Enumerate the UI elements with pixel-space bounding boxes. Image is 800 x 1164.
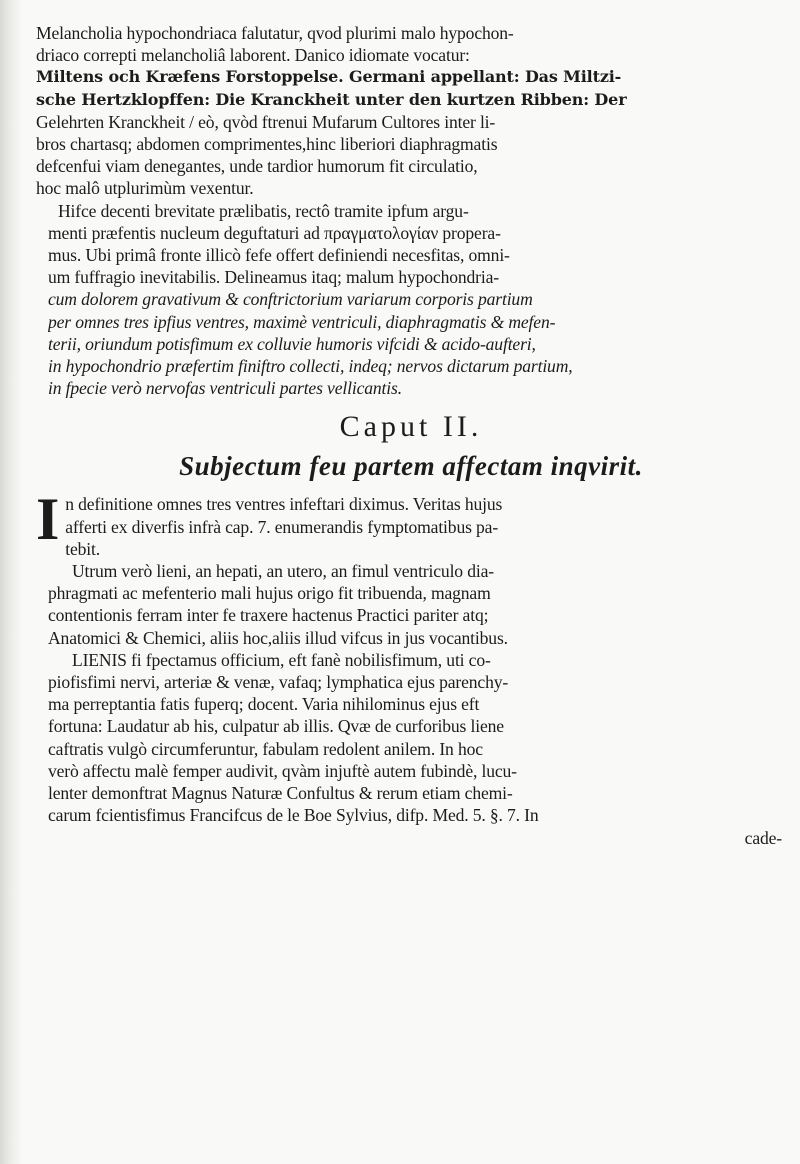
text-line: n definitione omnes tres ventres infeftari diximus. Veritas hujus [65, 494, 503, 515]
chapter-heading: Caput II. [339, 410, 483, 444]
text-line: terii, oriundum potisfimum ex colluvie humoris vifcidi & acido-aufteri, [48, 333, 536, 354]
catchword: cade- [744, 827, 782, 848]
text-line: Hifce decenti brevitate prælibatis, rectô tramite ipfum argu- [58, 200, 469, 221]
text-line: per omnes tres ipfius ventres, maximè ventriculi, diaphragmatis & mefen- [48, 311, 556, 332]
paragraph-utrum [36, 560, 786, 649]
chapter-subtitle: Subjectum feu partem affectam inqvirit. [179, 451, 643, 482]
text-line: in hypochondrio præfertim finiftro collecti, indeq; nervos dictarum partium, [48, 356, 573, 377]
text-line: bros chartasq; abdomen comprimentes,hinc liberiori diaphragmatis [36, 134, 498, 155]
text-line: defcenfui viam denegantes, unde tardior humorum fit circulatio, [36, 156, 478, 177]
paragraph-lienis [36, 649, 786, 827]
text-line: fortuna: Laudatur ab his, culpatur ab illis. Qvæ de curforibus liene [48, 716, 504, 737]
text-line: verò affectu malè femper audivit, qvàm injuftè autem fubindè, lucu- [48, 760, 517, 781]
text-line: driaco correpti melancholiâ laborent. Danico idiomate vocatur: [36, 45, 470, 66]
drop-cap: I [36, 486, 60, 553]
text-line: menti præfentis nucleum deguftaturi ad πραγματολογίαν propera- [48, 222, 501, 243]
text-line: hoc malô utplurimùm vexentur. [36, 178, 254, 199]
text-line: mus. Ubi primâ fronte illicò fefe offert definiendi necesfitas, omni- [48, 245, 510, 266]
text-line: Gelehrten Kranckheit / eò, qvòd ftrenui Mufarum Cultores inter li- [36, 111, 496, 132]
text-line: tebit. [65, 538, 100, 559]
text-line: caftratis vulgò circumferuntur, fabulam redolent anilem. In hoc [48, 738, 483, 759]
page-text [36, 22, 786, 849]
text-line: afferti ex diverfis infrà cap. 7. enumerandis fymptomatibus pa- [65, 516, 499, 537]
text-line: Utrum verò lieni, an hepati, an utero, an fimul ventriculo dia- [72, 561, 494, 582]
text-line: in fpecie verò nervofas ventriculi partes vellicantis. [48, 378, 402, 399]
text-line: LIENIS fi fpectamus officium, eft fanè nobilisfimum, uti co- [72, 649, 491, 670]
text-line: piofisfimi nervi, arteriæ & venæ, vafaq; lymphatica ejus parenchy- [48, 672, 509, 693]
text-line: sche Hertzklopffen: Die Kranckheit unter den kurtzen Ribben: Der [36, 89, 627, 109]
text-line: Anatomici & Chemici, aliis hoc,aliis illud vifcus in jus vocantibus. [48, 627, 508, 648]
text-line: Miltens och Kræfens Forstoppelse. Germani appellant: Das Miltzi- [36, 67, 622, 87]
page-gutter-shadow [0, 0, 22, 1164]
text-line: contentionis ferram inter fe traxere hactenus Practici pariter atq; [48, 605, 489, 626]
text-line: lenter demonftrat Magnus Naturæ Confultus & rerum etiam chemi- [48, 783, 513, 804]
paragraph-ventres [36, 486, 786, 560]
text-line: cum dolorem gravativum & conftrictorium variarum corporis partium [48, 289, 533, 310]
paragraph-melancholia [36, 22, 786, 200]
text-line: phragmati ac mefenterio mali hujus origo fit tribuenda, magnam [48, 583, 491, 604]
paragraph-definition [36, 200, 786, 400]
text-line: ma perreptantia fatis fuperq; docent. Varia nihilominus ejus eft [48, 694, 480, 715]
text-line: um fuffragio inevitabilis. Delineamus itaq; malum hypochondria- [48, 267, 499, 288]
text-line: carum fcientisfimus Francifcus de le Boe Sylvius, difp. Med. 5. §. 7. In [48, 805, 539, 826]
text-line: Melancholia hypochondriaca falutatur, qvod plurimi malo hypochon- [36, 23, 514, 43]
